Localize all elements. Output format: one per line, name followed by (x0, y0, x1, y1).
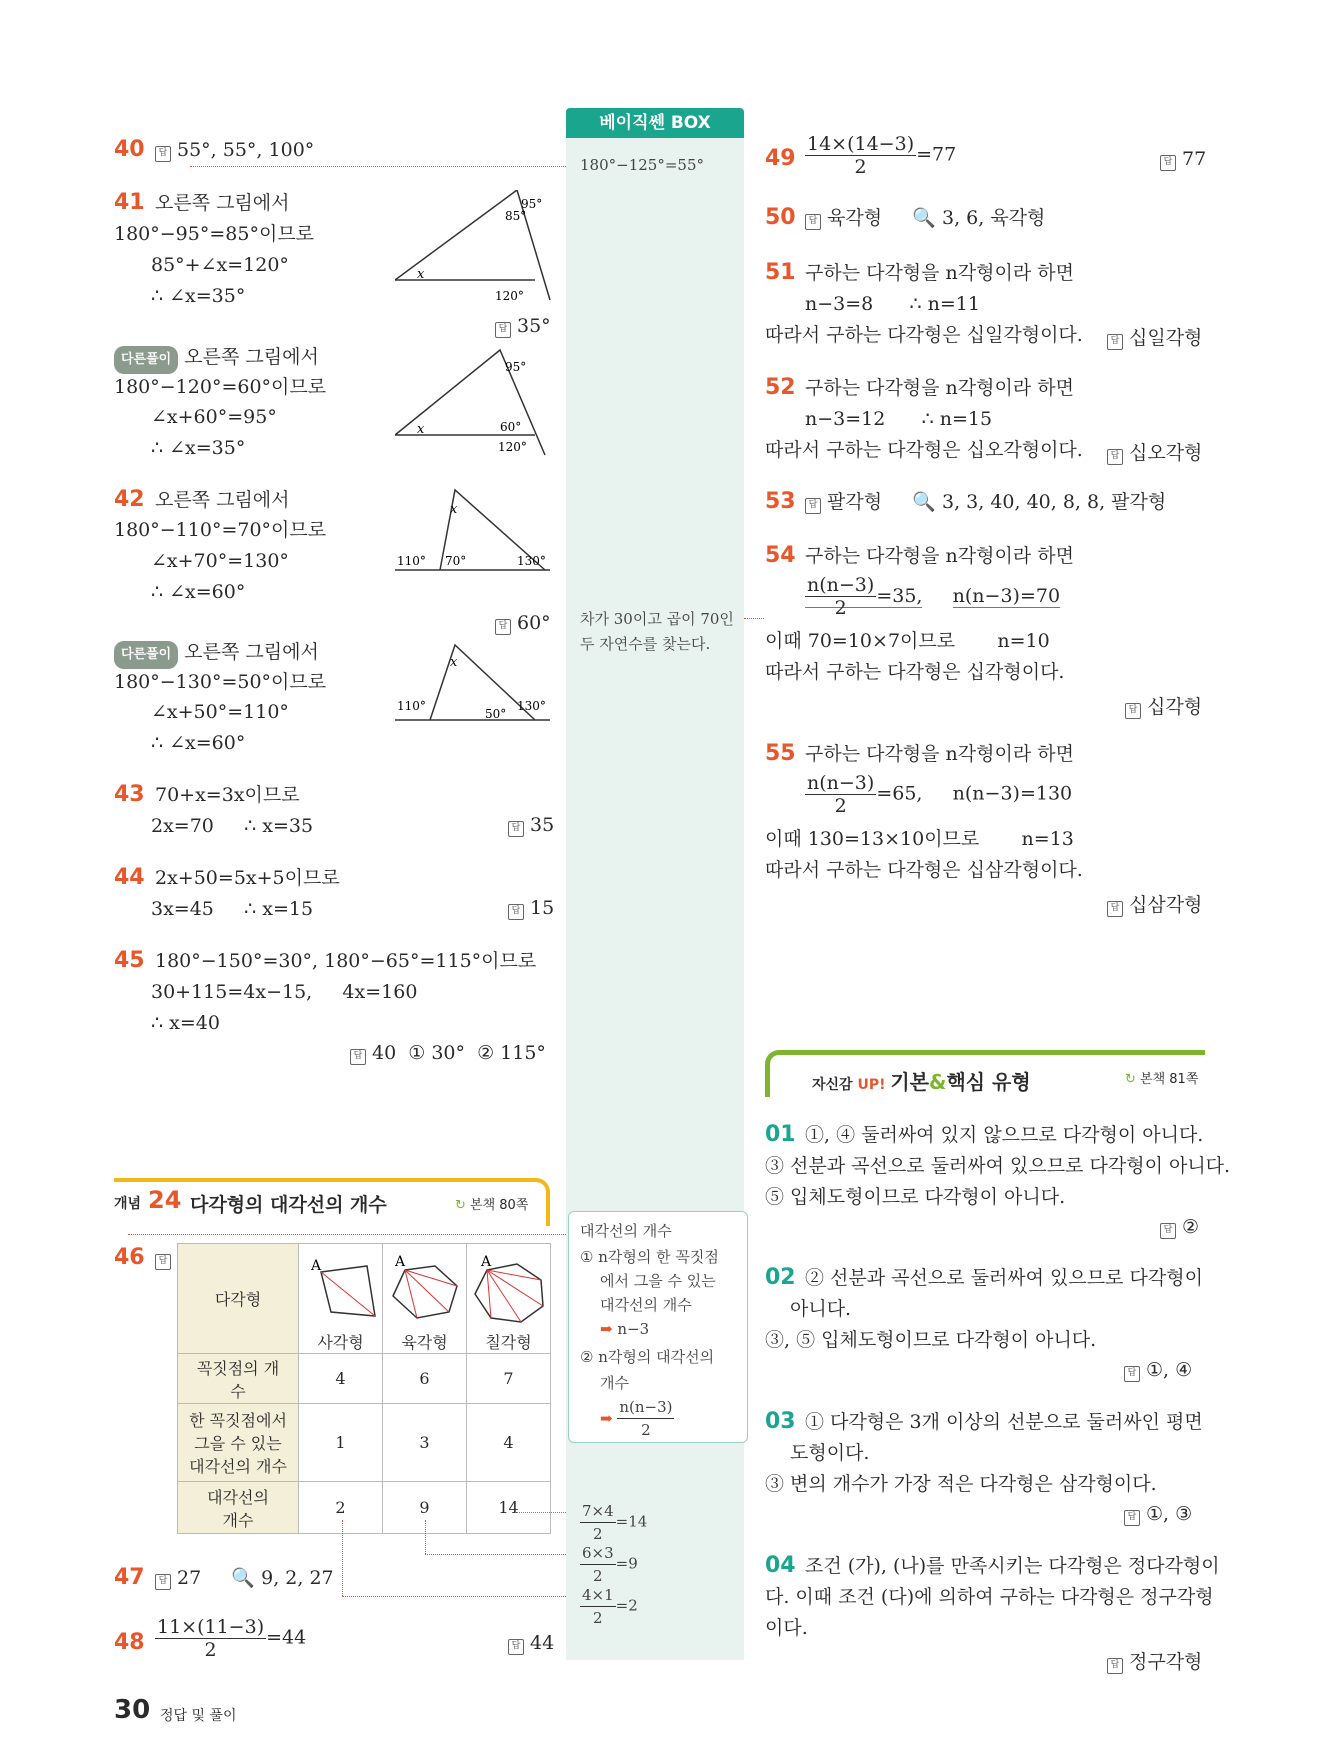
problem-number: 49 (765, 146, 796, 171)
problem-number: 03 (765, 1409, 796, 1434)
answer-line: 답 27 🔍 9, 2, 27 (155, 1566, 334, 1590)
table-cell: 3 (383, 1404, 467, 1482)
section-label: 개념 (114, 1196, 142, 1212)
problem-number: 01 (765, 1122, 796, 1147)
text-line: 3x=45 ∴ x=15 (151, 898, 314, 920)
formula: $\frac{n(n-3)}{2}$ =65, n(n−3)=130 (807, 772, 1073, 817)
page-number: 30 (114, 1695, 151, 1725)
answer: 답 ② (1160, 1216, 1199, 1239)
quadrilateral-figure (301, 1252, 381, 1326)
box-text: 개수 (600, 1374, 629, 1392)
svg-text:x: x (450, 655, 458, 670)
leader-line (342, 1520, 343, 1596)
table-cell: 14 (467, 1482, 551, 1534)
svg-text:130°: 130° (517, 554, 546, 568)
problem-number: 44 (114, 865, 145, 890)
text-line: ⑤ 입체도형이므로 다각형이 아니다. (765, 1186, 1066, 1208)
box-formula: ➡ $\frac{n(n-3)}{2}$ (600, 1398, 673, 1439)
problem-number: 02 (765, 1265, 796, 1290)
calc-note: $\frac{6\times 3}{2}$ =9 (582, 1544, 638, 1585)
answer: 답 정구각형 (1107, 1647, 1202, 1674)
problem-number: 42 (114, 487, 145, 512)
svg-text:A: A (310, 1258, 321, 1274)
problem-number: 48 (114, 1630, 145, 1655)
table-cell: 6 (383, 1354, 467, 1404)
formula: $\frac{11\times(11-3)}{2}$ =44 (157, 1616, 307, 1661)
poly-name: 육각형 (401, 1333, 448, 1352)
answer: 답 44 (508, 1632, 554, 1655)
svg-text:130°: 130° (517, 699, 546, 713)
poly-name: 칠각형 (485, 1333, 532, 1352)
text-line: 구하는 다각형을 n각형이라 하면 (805, 377, 1074, 399)
text-line: ③ 변의 개수가 가장 적은 다각형은 삼각형이다. (765, 1473, 1157, 1495)
text-line: ① 다각형은 3개 이상의 선분으로 둘러싸인 평면 (805, 1411, 1203, 1433)
svg-text:x: x (450, 502, 458, 517)
text-line: 구하는 다각형을 n각형이라 하면 (805, 545, 1074, 567)
text-line: 오른쪽 그림에서 (155, 489, 290, 511)
problem-number: 45 (114, 948, 145, 973)
svg-text:95°: 95° (521, 197, 543, 211)
triangle-figure-3 (395, 485, 555, 575)
text-line: ③ 선분과 곡선으로 둘러싸여 있으므로 다각형이 아니다. (765, 1155, 1231, 1177)
text-line: 오른쪽 그림에서 (155, 192, 290, 214)
answer-line: 답 55°, 55°, 100° (155, 138, 314, 162)
text-line: ∠x+60°=95° (151, 406, 277, 428)
table-cell: 7 (467, 1354, 551, 1404)
text-line: 180°−130°=50°이므로 (114, 671, 327, 693)
svg-text:110°: 110° (397, 699, 426, 713)
problem-number: 40 (114, 137, 145, 162)
text-line: 30+115=4x−15, 4x=160 (151, 981, 418, 1003)
leader-line (744, 618, 764, 619)
text-line: 따라서 구하는 다각형은 십삼각형이다. (765, 859, 1083, 881)
poly-cell (383, 1244, 467, 1354)
problem-number: 55 (765, 741, 796, 766)
answer-line: 답 팔각형 🔍 3, 3, 40, 40, 8, 8, 팔각형 (805, 490, 1166, 514)
hint-icon: 🔍 (912, 491, 936, 513)
formula: $\frac{n(n-3)}{2}$ =35, n(n−3)=70 (807, 574, 1061, 619)
box-text: ➡ n−3 (600, 1320, 650, 1338)
text-line: n−3=8 ∴ n=11 (805, 293, 980, 315)
poly-cell (467, 1244, 551, 1354)
problem-number: 51 (765, 260, 796, 285)
answer-line: 답 육각형 🔍 3, 6, 육각형 (805, 206, 1045, 230)
leader-line (425, 1554, 566, 1555)
problem-number: 43 (114, 782, 145, 807)
section-ref: ↻ 본책 80쪽 (455, 1198, 529, 1213)
svg-text:95°: 95° (505, 360, 527, 374)
text-line: 70+x=3x이므로 (155, 784, 300, 806)
table-cell: 1 (299, 1404, 383, 1482)
sidebar-title: 베이직쎈 BOX (566, 108, 744, 138)
box-text: 에서 그을 수 있는 (600, 1272, 716, 1290)
text-line: ③, ⑤ 입체도형이므로 다각형이 아니다. (765, 1329, 1097, 1351)
problem-number: 47 (114, 1565, 145, 1590)
table-header: 다각형 (178, 1244, 299, 1354)
box-title: 대각선의 개수 (580, 1222, 672, 1240)
svg-text:x: x (417, 422, 425, 437)
text-line: 180°−150°=30°, 180°−65°=115°이므로 (155, 950, 537, 972)
problem-number: 54 (765, 543, 796, 568)
answer: 답 십삼각형 (1107, 890, 1202, 917)
answer: 답 15 (508, 897, 554, 920)
sidebar-note: 180°−125°=55° (580, 156, 704, 174)
box-text: ① n각형의 한 꼭짓점 (580, 1248, 719, 1266)
problem-number: 41 (114, 190, 145, 215)
alt-solution: 다른풀이 오른쪽 그림에서 (114, 345, 319, 374)
leader-line (342, 1596, 566, 1597)
answer: 답 십일각형 (1107, 323, 1202, 350)
svg-text:A: A (480, 1254, 491, 1270)
hint-icon: 🔍 (912, 207, 936, 229)
section-number: 24 (148, 1186, 182, 1214)
text-line: 구하는 다각형을 n각형이라 하면 (805, 743, 1074, 765)
svg-text:60°: 60° (500, 420, 522, 434)
text-line: ∴ ∠x=35° (151, 285, 246, 307)
table-cell: 2 (299, 1482, 383, 1534)
table-cell: 9 (383, 1482, 467, 1534)
text-line: ①, ④ 둘러싸여 있지 않으므로 다각형이 아니다. (805, 1124, 1204, 1146)
section-title: 다각형의 대각선의 개수 (190, 1194, 387, 1216)
svg-text:120°: 120° (495, 289, 524, 303)
box-text: 대각선의 개수 (600, 1296, 692, 1314)
answer: 답 77 (1160, 148, 1206, 171)
text-line: n−3=12 ∴ n=15 (805, 408, 993, 430)
text-line: 이다. (765, 1617, 808, 1639)
text-line: 다. 이때 조건 (다)에 의하여 구하는 다각형은 정구각형 (765, 1586, 1214, 1608)
answer: 답 십각형 (1125, 692, 1202, 719)
triangle-figure-1 (395, 190, 555, 310)
row-header: 대각선의 개수 (178, 1482, 299, 1534)
problem-number: 04 (765, 1553, 796, 1578)
text-line: 이때 70=10×7이므로 n=10 (765, 630, 1050, 652)
svg-text:A: A (394, 1254, 405, 1270)
heptagon-figure (469, 1252, 549, 1326)
box-text: ② n각형의 대각선의 (580, 1348, 715, 1366)
leader-line (190, 166, 566, 167)
svg-text:x: x (417, 267, 425, 282)
answer-mark: 답 (155, 1247, 177, 1270)
leader-line (425, 1520, 426, 1554)
text-line: ∴ x=40 (151, 1012, 220, 1034)
problem-number: 53 (765, 489, 796, 514)
problem-number: 52 (765, 375, 796, 400)
answer: 답 십오각형 (1107, 438, 1202, 465)
answer: 답 35° (495, 315, 551, 338)
text-line: 구하는 다각형을 n각형이라 하면 (805, 262, 1074, 284)
text-line: 따라서 구하는 다각형은 십각형이다. (765, 661, 1065, 683)
answer: 답 40 ① 30° ② 115° (350, 1042, 546, 1065)
sidebar-note: 두 자연수를 찾는다. (580, 635, 711, 653)
hint-icon: 🔍 (231, 1567, 256, 1589)
row-header: 한 꼭짓점에서 그을 수 있는 대각선의 개수 (178, 1404, 299, 1482)
text-line: 85°+∠x=120° (151, 254, 289, 276)
text-line: 2x+50=5x+5이므로 (155, 867, 340, 889)
problem-number: 50 (765, 205, 796, 230)
text-line: 2x=70 ∴ x=35 (151, 815, 314, 837)
text-line: 따라서 구하는 다각형은 십일각형이다. (765, 324, 1083, 346)
svg-text:70°: 70° (445, 554, 467, 568)
text-line: ∴ ∠x=35° (151, 437, 246, 459)
text-line: 따라서 구하는 다각형은 십오각형이다. (765, 439, 1083, 461)
answer: 답 ①, ③ (1124, 1503, 1192, 1526)
table-cell: 4 (299, 1354, 383, 1404)
text-line: 180°−120°=60°이므로 (114, 376, 327, 398)
text-line: 도형이다. (790, 1442, 870, 1464)
section-title: 자신감 UP! 기본&핵심 유형 (812, 1070, 1031, 1094)
sidebar-note: 차가 30이고 곱이 70인 (580, 610, 734, 628)
text-line: 이때 130=13×10이므로 n=13 (765, 828, 1074, 850)
text-line: 180°−110°=70°이므로 (114, 519, 327, 541)
section-ref: ↻ 본책 81쪽 (1125, 1072, 1199, 1087)
text-line: ∠x+50°=110° (151, 701, 289, 723)
alt-solution: 다른풀이 오른쪽 그림에서 (114, 640, 319, 669)
hexagon-figure (385, 1252, 465, 1326)
calc-note: $\frac{4\times 1}{2}$ =2 (582, 1586, 638, 1627)
text-line: 조건 (가), (나)를 만족시키는 다각형은 정다각형이 (805, 1555, 1220, 1577)
poly-name: 사각형 (317, 1333, 364, 1352)
calc-note: $\frac{7\times 4}{2}$ =14 (582, 1502, 648, 1543)
table-cell: 4 (467, 1404, 551, 1482)
answer: 답 60° (495, 612, 551, 635)
text-line: ∠x+70°=130° (151, 550, 289, 572)
text-line: 아니다. (790, 1298, 852, 1320)
problem-number: 46 (114, 1245, 145, 1270)
answer: 답 35 (508, 814, 554, 837)
svg-text:85°: 85° (505, 209, 527, 223)
svg-text:50°: 50° (485, 707, 507, 721)
text-line: ∴ ∠x=60° (151, 732, 246, 754)
row-header: 꼭짓점의 개수 (178, 1354, 299, 1404)
text-line: 180°−95°=85°이므로 (114, 223, 315, 245)
poly-cell (299, 1244, 383, 1354)
svg-text:120°: 120° (498, 440, 527, 454)
text-line: ∴ ∠x=60° (151, 581, 246, 603)
answer: 답 ①, ④ (1124, 1359, 1192, 1382)
diagonal-table (177, 1243, 551, 1534)
svg-text:110°: 110° (397, 554, 426, 568)
leader-line (128, 1234, 566, 1235)
triangle-figure-2 (395, 345, 555, 460)
text-line: ② 선분과 곡선으로 둘러싸여 있으므로 다각형이 (805, 1267, 1203, 1289)
formula: $\frac{14\times(14-3)}{2}$ =77 (807, 133, 957, 178)
triangle-figure-4 (395, 640, 555, 725)
leader-line (515, 1512, 566, 1513)
footer-label: 정답 및 풀이 (160, 1708, 237, 1724)
